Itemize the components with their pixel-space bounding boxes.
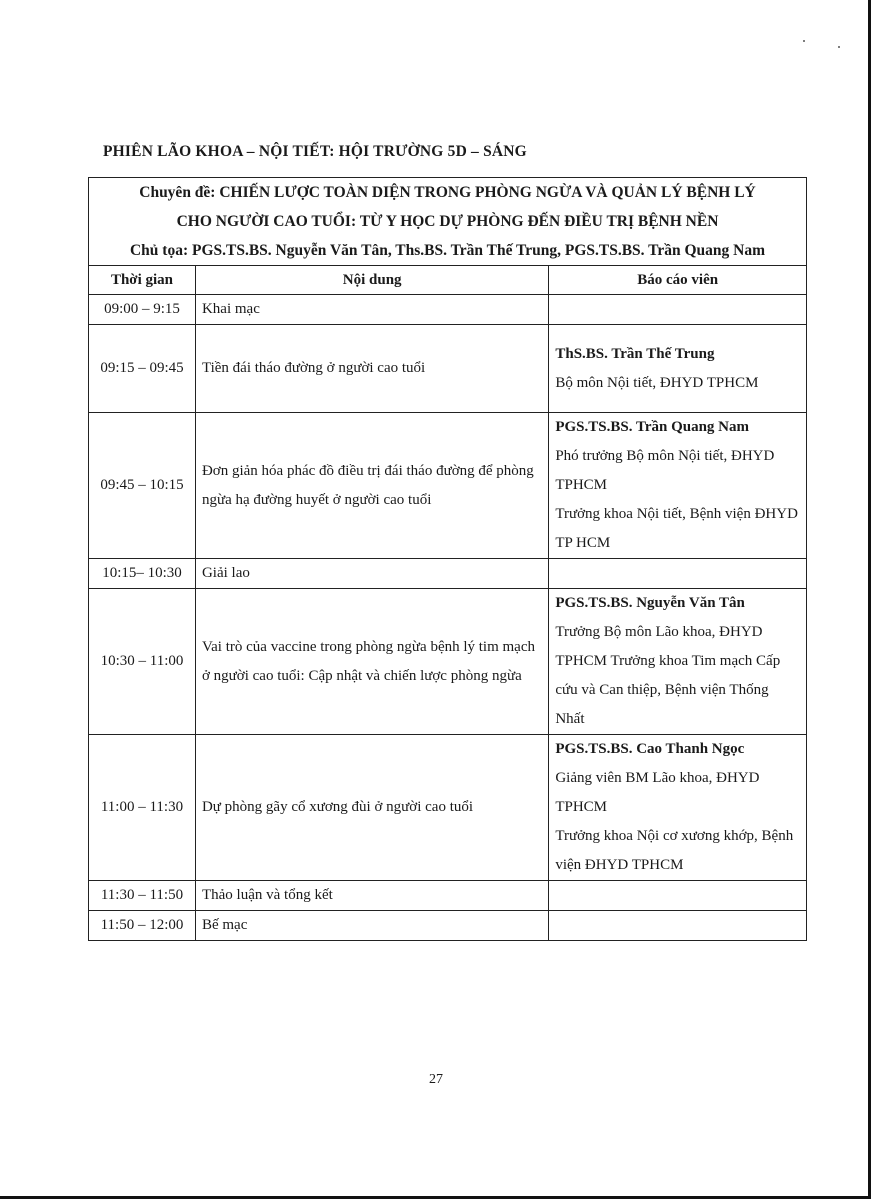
speaker-cell	[549, 295, 807, 325]
topic-cell	[89, 178, 807, 266]
content-cell: Giải lao	[195, 559, 548, 589]
agenda-row	[89, 325, 807, 413]
agenda-row	[89, 559, 807, 589]
content-column-header: Nội dung	[195, 266, 548, 295]
page-number: 27	[429, 1072, 443, 1087]
time-cell: 10:15– 10:30	[89, 559, 196, 589]
speaker-cell	[549, 911, 807, 941]
time-cell: 09:45 – 10:15	[89, 413, 196, 559]
agenda-row	[89, 881, 807, 911]
content-cell: Khai mạc	[195, 295, 548, 325]
speaker-cell	[549, 735, 807, 881]
speaker-affiliation: Trưởng Bộ môn Lão khoa, ĐHYD TPHCM Trưởng khoa Tim mạch Cấp cứu và Can thiệp, Bệnh viện Thống Nhất	[555, 624, 781, 727]
content-cell: Dự phòng gãy cổ xương đùi ở người cao tuổi	[195, 735, 548, 881]
content-cell: Bế mạc	[195, 911, 548, 941]
time-cell: 11:00 – 11:30	[89, 735, 196, 881]
scan-speck	[803, 40, 805, 42]
chairs-line: Chủ tọa: PGS.TS.BS. Nguyễn Văn Tân, Ths.BS. Trần Thế Trung, PGS.TS.BS. Trần Quang Nam	[129, 242, 765, 259]
content-cell: Thảo luận và tổng kết	[195, 881, 548, 911]
speaker-name: PGS.TS.BS. Cao Thanh Ngọc	[555, 741, 745, 757]
column-header-row	[89, 266, 807, 295]
speaker-cell	[549, 559, 807, 589]
content-cell: Đơn giản hóa phác đồ điều trị đái tháo đường để phòng ngừa hạ đường huyết ở người cao tuổi	[195, 413, 548, 559]
time-cell: 10:30 – 11:00	[89, 589, 196, 735]
agenda-row	[89, 911, 807, 941]
time-cell: 11:30 – 11:50	[89, 881, 196, 911]
speaker-name: ThS.BS. Trần Thế Trung	[555, 345, 715, 362]
scan-speck	[838, 46, 840, 48]
time-column-header: Thời gian	[89, 266, 196, 295]
topic-header-row	[89, 178, 807, 266]
content-cell: Tiền đái tháo đường ở người cao tuổi	[195, 325, 548, 413]
speaker-affiliation: Trưởng khoa Nội tiết, Bệnh viện ĐHYD TP HCM	[555, 506, 798, 551]
session-title: PHIÊN LÃO KHOA – NỘI TIẾT: HỘI TRƯỜNG 5D – SÁNG	[103, 143, 527, 160]
agenda-row	[89, 413, 807, 559]
speaker-column-header: Báo cáo viên	[549, 266, 807, 295]
program-table	[88, 177, 807, 941]
content-cell: Vai trò của vaccine trong phòng ngừa bệnh lý tim mạch ở người cao tuổi: Cập nhật và chiến lược phòng ngừa	[195, 589, 548, 735]
speaker-affiliation: Bộ môn Nội tiết, ĐHYD TPHCM	[555, 374, 759, 391]
speaker-cell	[549, 325, 807, 413]
speaker-affiliation: Giảng viên BM Lão khoa, ĐHYD TPHCM	[555, 770, 760, 815]
speaker-name: PGS.TS.BS. Trần Quang Nam	[555, 419, 750, 435]
speaker-affiliation: Phó trưởng Bộ môn Nội tiết, ĐHYD TPHCM	[555, 448, 775, 493]
time-cell: 09:00 – 9:15	[89, 295, 196, 325]
speaker-name: PGS.TS.BS. Nguyễn Văn Tân	[555, 595, 745, 611]
time-cell: 09:15 – 09:45	[89, 325, 196, 413]
speaker-cell	[549, 881, 807, 911]
topic-line: CHO NGƯỜI CAO TUỔI: TỪ Y HỌC DỰ PHÒNG ĐẾN ĐIỀU TRỊ BỆNH NỀN	[176, 213, 719, 230]
speaker-cell	[549, 413, 807, 559]
time-cell: 11:50 – 12:00	[89, 911, 196, 941]
agenda-row	[89, 589, 807, 735]
speaker-affiliation: Trưởng khoa Nội cơ xương khớp, Bệnh viện ĐHYD TPHCM	[555, 828, 794, 873]
topic-line: Chuyên đề: CHIẾN LƯỢC TOÀN DIỆN TRONG PHÒNG NGỪA VÀ QUẢN LÝ BỆNH LÝ	[139, 184, 756, 201]
speaker-cell	[549, 589, 807, 735]
agenda-row	[89, 295, 807, 325]
agenda-row	[89, 735, 807, 881]
